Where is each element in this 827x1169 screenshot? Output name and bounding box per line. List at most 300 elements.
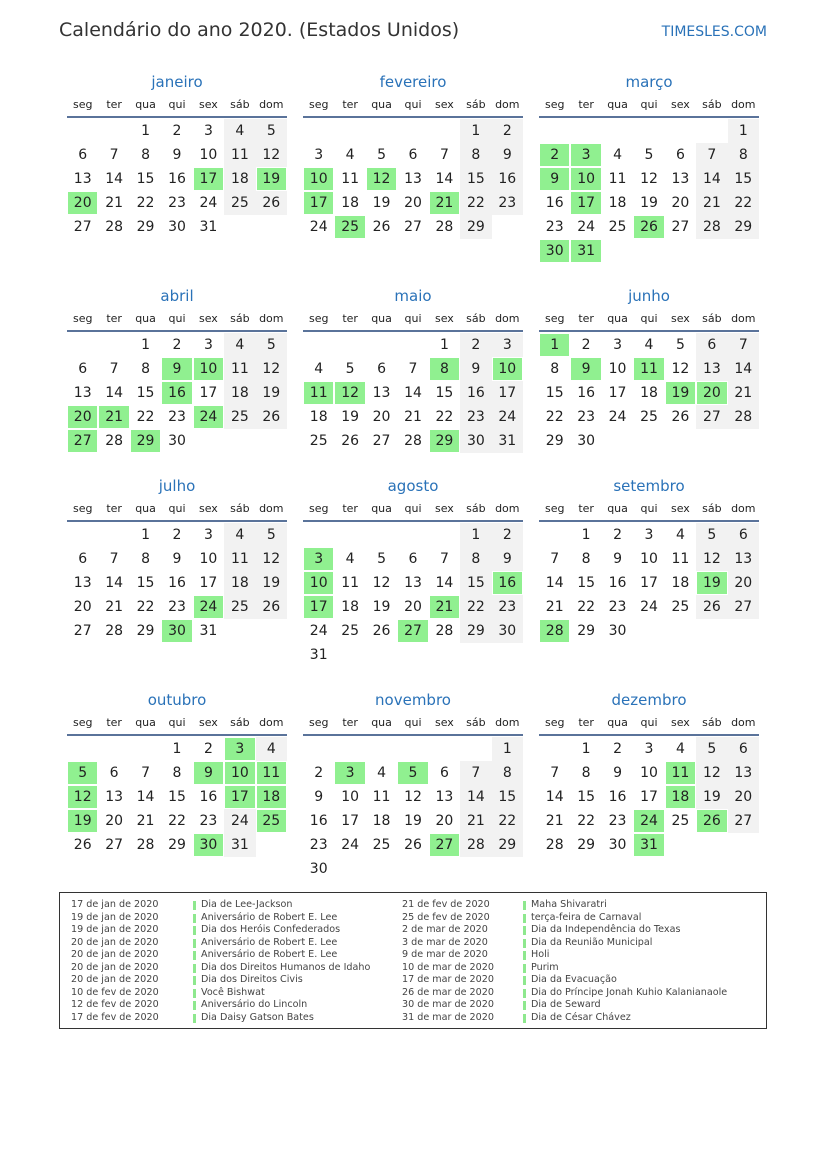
day-cell: 19 <box>640 195 658 211</box>
day-cell: 27 <box>728 809 759 833</box>
day-grid <box>67 119 287 239</box>
legend-name: Dia da Evacuação <box>531 974 617 985</box>
holiday-day-cell: 10 <box>492 357 523 381</box>
day-cell: 20 <box>728 785 759 809</box>
day-grid <box>303 333 523 453</box>
day-cell: 17 <box>199 575 218 591</box>
weekday-label: qui <box>640 312 658 325</box>
day-cell: 6 <box>675 147 685 163</box>
day-cell: 8 <box>581 765 591 781</box>
weekday-label: qui <box>168 502 186 515</box>
day-cell: 4 <box>644 337 654 353</box>
weekday-label: qua <box>607 98 628 111</box>
day-cell: 12 <box>640 171 658 187</box>
day-cell: 30 <box>608 623 627 639</box>
day-cell: 30 <box>492 619 523 643</box>
day-cell: 18 <box>224 381 255 405</box>
day-cell: 3 <box>613 337 623 353</box>
weekday-label: seg <box>72 716 93 729</box>
weekday-label: ter <box>342 502 358 515</box>
day-cell: 9 <box>314 789 324 805</box>
legend-name: Dia da Independência do Texas <box>531 924 681 935</box>
weekday-label: seg <box>72 502 93 515</box>
day-cell: 22 <box>577 599 596 615</box>
day-cell: 27 <box>671 219 690 235</box>
weekday-label: dom <box>495 716 520 729</box>
legend-date: 9 de mar de 2020 <box>402 949 488 960</box>
day-cell: 29 <box>460 215 491 239</box>
day-cell: 30 <box>577 433 596 449</box>
day-cell: 24 <box>199 195 218 211</box>
weekday-label: ter <box>106 98 122 111</box>
day-cell: 15 <box>136 575 155 591</box>
holiday-day-cell: 17 <box>303 595 334 619</box>
day-cell: 23 <box>168 195 186 211</box>
month-title: janeiro <box>151 73 203 91</box>
day-cell: 3 <box>644 741 654 757</box>
day-cell: 2 <box>613 527 623 543</box>
day-cell: 24 <box>577 219 596 235</box>
day-cell: 10 <box>640 551 658 567</box>
empty-cell <box>429 737 460 761</box>
day-cell: 17 <box>199 385 218 401</box>
day-cell: 3 <box>314 147 324 163</box>
day-cell: 13 <box>671 171 690 187</box>
weekday-header <box>67 94 287 118</box>
legend-color-bar <box>523 964 526 973</box>
day-cell: 15 <box>492 785 523 809</box>
weekday-label: dom <box>259 716 284 729</box>
legend-name: Dia de Lee-Jackson <box>201 899 293 910</box>
holiday-day-cell: 9 <box>570 357 601 381</box>
month-9 <box>67 688 287 857</box>
day-cell: 23 <box>168 409 186 425</box>
day-cell: 2 <box>460 333 491 357</box>
empty-cell <box>98 333 129 357</box>
day-cell: 8 <box>141 361 151 377</box>
day-cell: 14 <box>105 575 124 591</box>
day-cell: 14 <box>435 575 454 591</box>
day-cell: 18 <box>372 813 391 829</box>
legend-name: Dia dos Direitos Civis <box>201 974 303 985</box>
month-7 <box>303 474 523 667</box>
holiday-day-cell: 5 <box>67 761 98 785</box>
weekday-header <box>303 94 523 118</box>
empty-cell <box>67 737 98 761</box>
day-cell: 31 <box>492 429 523 453</box>
weekday-label: sáb <box>702 312 722 325</box>
weekday-label: sáb <box>230 502 250 515</box>
holiday-day-cell: 11 <box>665 761 696 785</box>
day-cell: 23 <box>460 405 491 429</box>
day-cell: 22 <box>136 599 155 615</box>
day-cell: 20 <box>728 571 759 595</box>
day-cell: 11 <box>341 171 360 187</box>
holiday-day-cell: 10 <box>224 761 255 785</box>
empty-cell <box>397 737 428 761</box>
weekday-header <box>303 308 523 332</box>
holiday-day-cell: 18 <box>665 785 696 809</box>
holiday-day-cell: 28 <box>539 619 570 643</box>
day-cell: 25 <box>640 409 658 425</box>
day-cell: 15 <box>136 171 155 187</box>
day-cell: 22 <box>492 809 523 833</box>
weekday-label: sáb <box>230 98 250 111</box>
weekday-label: sex <box>199 502 218 515</box>
day-cell: 6 <box>377 361 387 377</box>
day-cell: 22 <box>168 813 186 829</box>
empty-cell <box>429 523 460 547</box>
day-cell: 29 <box>545 433 564 449</box>
day-cell: 1 <box>141 337 151 353</box>
day-cell: 5 <box>377 147 387 163</box>
day-cell: 4 <box>377 765 387 781</box>
day-cell: 15 <box>577 789 596 805</box>
day-cell: 1 <box>492 737 523 761</box>
day-cell: 6 <box>439 765 449 781</box>
month-title: julho <box>158 477 196 495</box>
day-cell: 16 <box>199 789 218 805</box>
legend-color-bar <box>523 951 526 960</box>
holiday-day-cell: 27 <box>429 833 460 857</box>
day-cell: 13 <box>73 575 92 591</box>
day-cell: 12 <box>696 547 727 571</box>
day-cell: 20 <box>435 813 454 829</box>
day-cell: 12 <box>404 789 422 805</box>
weekday-label: seg <box>308 98 329 111</box>
day-cell: 21 <box>404 409 422 425</box>
day-cell: 14 <box>545 789 564 805</box>
day-cell: 10 <box>608 361 627 377</box>
weekday-label: sex <box>435 502 454 515</box>
day-cell: 31 <box>199 219 218 235</box>
day-cell: 2 <box>613 741 623 757</box>
day-cell: 11 <box>224 357 255 381</box>
day-cell: 1 <box>439 337 449 353</box>
day-cell: 7 <box>550 551 560 567</box>
legend-date: 12 de fev de 2020 <box>71 999 159 1010</box>
day-cell: 17 <box>341 813 360 829</box>
weekday-label: sex <box>199 716 218 729</box>
day-cell: 5 <box>644 147 654 163</box>
day-cell: 8 <box>172 765 182 781</box>
month-5 <box>539 284 759 453</box>
month-4 <box>303 284 523 453</box>
day-cell: 28 <box>435 219 454 235</box>
day-cell: 22 <box>728 191 759 215</box>
day-cell: 31 <box>199 623 218 639</box>
day-cell: 14 <box>105 385 124 401</box>
weekday-label: sex <box>435 98 454 111</box>
day-cell: 16 <box>460 381 491 405</box>
holiday-day-cell: 24 <box>193 595 224 619</box>
day-cell: 9 <box>172 147 182 163</box>
day-cell: 20 <box>404 599 422 615</box>
day-cell: 22 <box>577 813 596 829</box>
legend-name: Você Bishwat <box>201 986 265 998</box>
weekday-label: ter <box>578 312 594 325</box>
empty-cell <box>602 119 633 143</box>
empty-cell <box>67 523 98 547</box>
day-cell: 20 <box>671 195 690 211</box>
day-cell: 6 <box>109 765 119 781</box>
day-cell: 15 <box>435 385 454 401</box>
day-cell: 17 <box>608 385 627 401</box>
day-cell: 8 <box>728 143 759 167</box>
day-cell: 10 <box>341 789 360 805</box>
legend-item <box>60 949 766 962</box>
day-cell: 13 <box>105 789 124 805</box>
day-cell: 1 <box>728 119 759 143</box>
day-cell: 29 <box>136 219 155 235</box>
day-cell: 5 <box>256 119 287 143</box>
day-cell: 26 <box>341 433 360 449</box>
weekday-label: seg <box>72 98 93 111</box>
day-cell: 9 <box>460 357 491 381</box>
weekday-label: dom <box>495 312 520 325</box>
day-cell: 5 <box>696 737 727 761</box>
legend-name: Dia dos Direitos Humanos de Idaho <box>201 961 371 973</box>
day-cell: 16 <box>168 575 186 591</box>
month-6 <box>67 474 287 643</box>
weekday-label: ter <box>106 502 122 515</box>
weekday-label: qui <box>640 716 658 729</box>
day-cell: 9 <box>492 143 523 167</box>
day-cell: 28 <box>105 433 124 449</box>
day-cell: 6 <box>728 737 759 761</box>
empty-cell <box>334 333 365 357</box>
day-cell: 27 <box>372 433 391 449</box>
legend-name: Dia do Príncipe Jonah Kuhio Kalanianaole <box>531 986 728 998</box>
day-cell: 21 <box>696 191 727 215</box>
day-cell: 3 <box>203 527 213 543</box>
legend-item <box>60 912 766 925</box>
day-cell: 8 <box>141 551 151 567</box>
legend-date: 17 de jan de 2020 <box>71 899 159 910</box>
day-cell: 19 <box>256 381 287 405</box>
day-cell: 8 <box>460 547 491 571</box>
day-cell: 27 <box>105 837 124 853</box>
weekday-label: sáb <box>702 98 722 111</box>
day-cell: 19 <box>341 409 360 425</box>
empty-cell <box>98 119 129 143</box>
holiday-day-cell: 16 <box>492 571 523 595</box>
weekday-label: ter <box>578 502 594 515</box>
day-cell: 27 <box>73 219 92 235</box>
weekday-label: seg <box>308 716 329 729</box>
weekday-label: ter <box>106 312 122 325</box>
legend-date: 17 de mar de 2020 <box>402 974 494 985</box>
legend-color-bar <box>523 976 526 985</box>
day-cell: 11 <box>341 575 360 591</box>
holiday-day-cell: 8 <box>429 357 460 381</box>
month-2 <box>539 70 759 263</box>
holiday-day-cell: 11 <box>256 761 287 785</box>
day-grid <box>67 333 287 453</box>
weekday-header <box>67 308 287 332</box>
legend-item <box>60 974 766 987</box>
holiday-day-cell: 11 <box>303 381 334 405</box>
weekday-label: qua <box>371 716 392 729</box>
empty-cell <box>539 119 570 143</box>
weekday-label: sáb <box>230 716 250 729</box>
weekday-header <box>539 308 759 332</box>
day-cell: 10 <box>199 147 218 163</box>
weekday-label: sáb <box>466 312 486 325</box>
weekday-label: qui <box>640 502 658 515</box>
holiday-day-cell: 20 <box>67 405 98 429</box>
legend-name: Dia da Reunião Municipal <box>531 936 653 948</box>
day-cell: 8 <box>581 551 591 567</box>
day-cell: 26 <box>671 409 690 425</box>
weekday-label: seg <box>544 502 565 515</box>
day-cell: 28 <box>404 433 422 449</box>
day-cell: 16 <box>168 171 186 187</box>
day-cell: 13 <box>728 547 759 571</box>
weekday-label: sáb <box>230 312 250 325</box>
weekday-label: qua <box>135 98 156 111</box>
day-cell: 16 <box>309 813 328 829</box>
legend-name: Dia Daisy Gatson Bates <box>201 1011 314 1023</box>
day-cell: 18 <box>341 195 360 211</box>
day-cell: 23 <box>199 813 218 829</box>
legend-color-bar <box>523 989 526 998</box>
legend-date: 3 de mar de 2020 <box>402 936 488 948</box>
day-cell: 15 <box>545 385 564 401</box>
month-10 <box>303 688 523 881</box>
day-grid <box>539 333 759 453</box>
day-cell: 11 <box>224 547 255 571</box>
holiday-day-cell: 16 <box>161 381 192 405</box>
day-grid <box>539 119 759 263</box>
holiday-day-cell: 26 <box>696 809 727 833</box>
weekday-label: qua <box>371 312 392 325</box>
day-cell: 28 <box>545 837 564 853</box>
legend-name: Purim <box>531 961 559 973</box>
day-cell: 13 <box>435 789 454 805</box>
month-title: novembro <box>375 691 451 709</box>
weekday-header <box>67 498 287 522</box>
holiday-day-cell: 19 <box>696 571 727 595</box>
day-cell: 13 <box>696 357 727 381</box>
day-cell: 23 <box>577 409 596 425</box>
holiday-day-cell: 5 <box>397 761 428 785</box>
holiday-day-cell: 29 <box>429 429 460 453</box>
day-cell: 2 <box>492 119 523 143</box>
holiday-day-cell: 25 <box>334 215 365 239</box>
holiday-day-cell: 3 <box>224 737 255 761</box>
legend-item <box>60 937 766 950</box>
weekday-label: sex <box>435 312 454 325</box>
day-cell: 12 <box>671 361 690 377</box>
day-cell: 7 <box>460 761 491 785</box>
empty-cell <box>429 119 460 143</box>
day-cell: 6 <box>78 361 88 377</box>
holiday-day-cell: 12 <box>334 381 365 405</box>
day-cell: 23 <box>168 599 186 615</box>
legend-date: 2 de mar de 2020 <box>402 924 488 935</box>
holiday-day-cell: 17 <box>570 191 601 215</box>
day-cell: 30 <box>460 429 491 453</box>
day-cell: 1 <box>581 741 591 757</box>
day-cell: 25 <box>671 599 690 615</box>
legend-color-bar <box>523 1001 526 1010</box>
empty-cell <box>570 119 601 143</box>
empty-cell <box>67 119 98 143</box>
legend-date: 31 de mar de 2020 <box>402 1011 494 1023</box>
day-grid <box>67 523 287 643</box>
day-cell: 18 <box>671 575 690 591</box>
day-cell: 22 <box>136 195 155 211</box>
weekday-label: seg <box>308 312 329 325</box>
holiday-day-cell: 31 <box>633 833 664 857</box>
day-cell: 2 <box>314 765 324 781</box>
month-title: agosto <box>387 477 439 495</box>
day-grid <box>303 737 523 881</box>
empty-cell <box>98 523 129 547</box>
holiday-day-cell: 3 <box>570 143 601 167</box>
holiday-day-cell: 21 <box>429 595 460 619</box>
day-cell: 1 <box>581 527 591 543</box>
weekday-label: qui <box>168 312 186 325</box>
holiday-day-cell: 19 <box>67 809 98 833</box>
weekday-label: qua <box>371 98 392 111</box>
day-cell: 15 <box>577 575 596 591</box>
day-grid <box>303 523 523 667</box>
day-cell: 30 <box>309 861 328 877</box>
weekday-label: seg <box>308 502 329 515</box>
day-cell: 13 <box>728 761 759 785</box>
day-cell: 13 <box>404 575 422 591</box>
day-cell: 14 <box>545 575 564 591</box>
weekday-label: sáb <box>466 98 486 111</box>
day-cell: 2 <box>172 527 182 543</box>
empty-cell <box>539 523 570 547</box>
day-cell: 25 <box>372 837 391 853</box>
day-cell: 13 <box>372 385 391 401</box>
legend-name: Aniversário de Robert E. Lee <box>201 949 338 960</box>
day-cell: 1 <box>141 123 151 139</box>
day-cell: 23 <box>492 191 523 215</box>
weekday-label: sáb <box>466 716 486 729</box>
weekday-label: qui <box>404 502 422 515</box>
holiday-legend <box>59 892 767 1029</box>
weekday-label: sáb <box>702 502 722 515</box>
day-cell: 27 <box>696 405 727 429</box>
weekday-label: seg <box>72 312 93 325</box>
day-cell: 22 <box>460 191 491 215</box>
day-cell: 1 <box>460 119 491 143</box>
day-cell: 5 <box>256 523 287 547</box>
holiday-day-cell: 18 <box>256 785 287 809</box>
day-cell: 27 <box>73 623 92 639</box>
holiday-day-cell: 21 <box>429 191 460 215</box>
month-8 <box>539 474 759 643</box>
day-cell: 18 <box>224 571 255 595</box>
weekday-header <box>539 94 759 118</box>
holiday-day-cell: 24 <box>633 809 664 833</box>
day-cell: 20 <box>105 813 124 829</box>
day-cell: 22 <box>136 409 155 425</box>
day-cell: 28 <box>435 623 454 639</box>
legend-name: Holi <box>531 949 550 960</box>
day-cell: 17 <box>640 789 658 805</box>
weekday-label: ter <box>342 716 358 729</box>
day-cell: 7 <box>439 551 449 567</box>
weekday-label: dom <box>731 502 756 515</box>
brand-link[interactable]: TIMESLES.COM <box>661 24 767 40</box>
month-title: junho <box>628 287 670 305</box>
